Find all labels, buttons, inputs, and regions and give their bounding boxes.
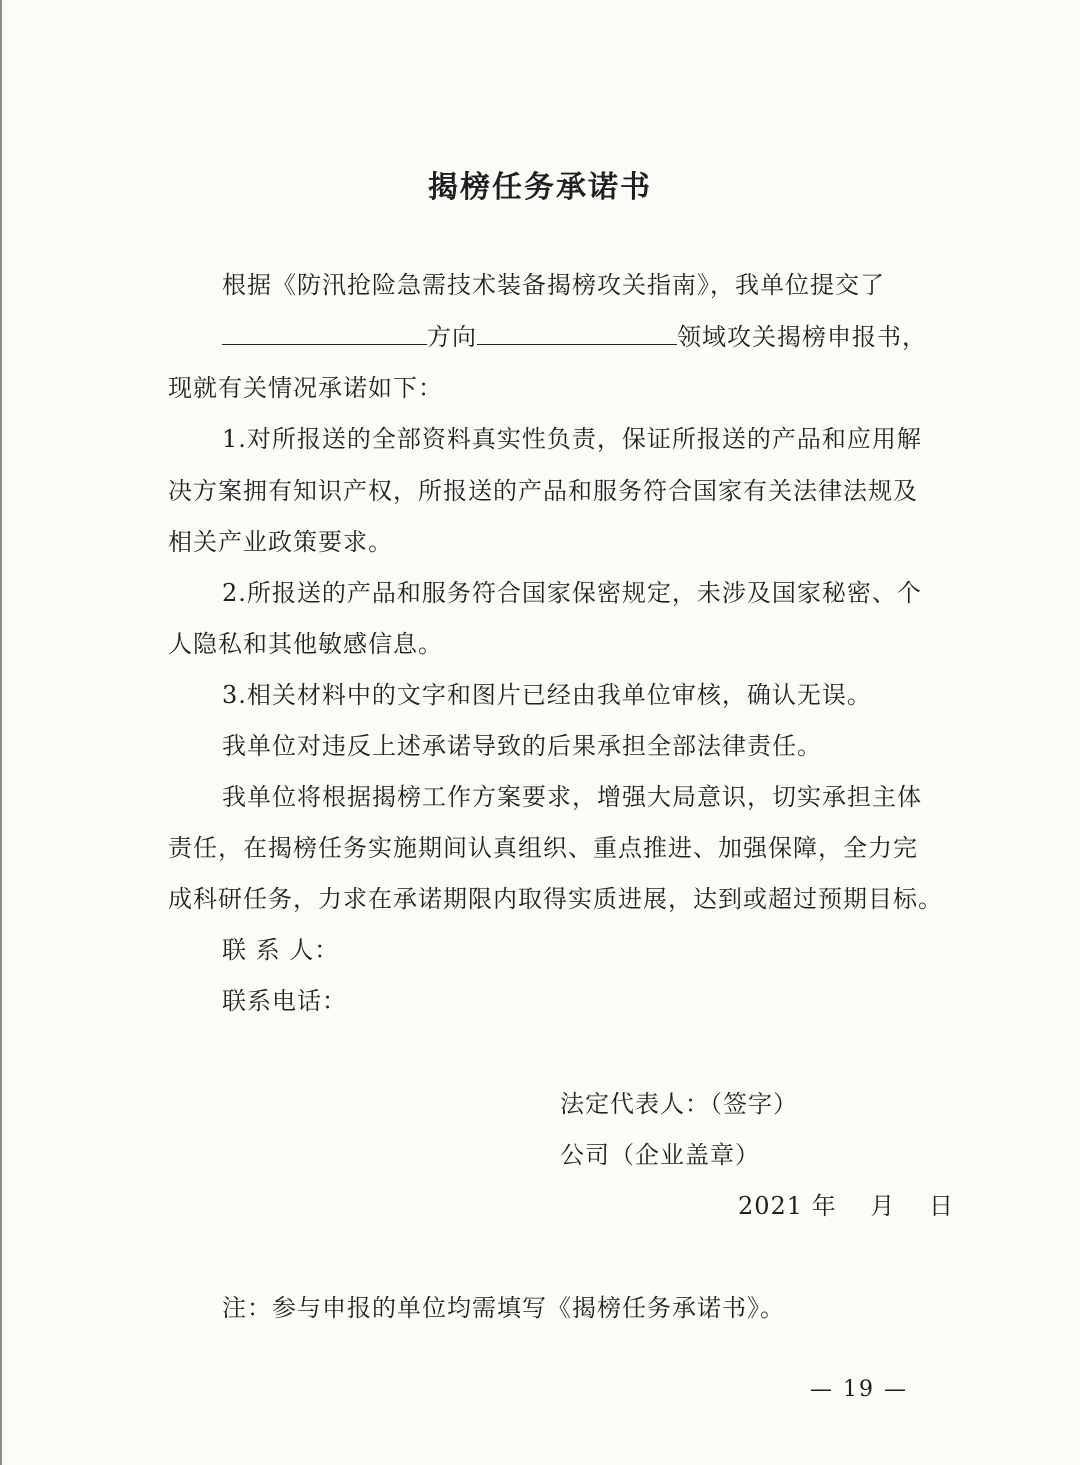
signature-date: 2021 年 月 日	[738, 1192, 954, 1220]
commitment-line-3: 成科研任务，力求在承诺期限内取得实质进展，达到或超过预期目标。	[168, 885, 943, 913]
footnote: 注：参与申报的单位均需填写《揭榜任务承诺书》。	[222, 1294, 785, 1322]
page-edge	[0, 0, 2, 1465]
contact-phone-label: 联系电话：	[222, 987, 347, 1015]
page-number: — 19 —	[810, 1377, 908, 1402]
contact-person-label: 联 系 人：	[222, 936, 340, 964]
direction-label: 方向	[427, 323, 477, 351]
company-seal-label: 公司（企业盖章）	[560, 1141, 760, 1169]
legal-representative-label: 法定代表人：（签字）	[560, 1090, 798, 1118]
item-1-line-3: 相关产业政策要求。	[168, 528, 393, 556]
commitment-line-2: 责任，在揭榜任务实施期间认真组织、重点推进、加强保障，全力完	[168, 834, 918, 862]
item-2-line-1: 2.所报送的产品和服务符合国家保密规定，未涉及国家秘密、个	[222, 579, 922, 607]
liability-statement: 我单位对违反上述承诺导致的后果承担全部法律责任。	[222, 732, 822, 760]
document-title: 揭榜任务承诺书	[428, 170, 652, 205]
item-2-line-2: 人隐私和其他敏感信息。	[168, 630, 443, 658]
field-label: 领域攻关揭榜申报书，	[677, 323, 927, 351]
commitment-line-1: 我单位将根据揭榜工作方案要求，增强大局意识，切实承担主体	[222, 783, 922, 811]
intro-line-3: 现就有关情况承诺如下：	[168, 374, 443, 402]
intro-line-1: 根据《防汛抢险急需技术装备揭榜攻关指南》，我单位提交了	[222, 271, 885, 299]
direction-blank[interactable]	[222, 324, 427, 345]
field-blank[interactable]	[477, 324, 677, 345]
item-1-line-1: 1.对所报送的全部资料真实性负责，保证所报送的产品和应用解	[222, 425, 922, 453]
item-1-line-2: 决方案拥有知识产权，所报送的产品和服务符合国家有关法律法规及	[168, 477, 918, 505]
intro-line-2	[222, 322, 927, 352]
item-3-line-1: 3.相关材料中的文字和图片已经由我单位审核，确认无误。	[222, 681, 872, 709]
